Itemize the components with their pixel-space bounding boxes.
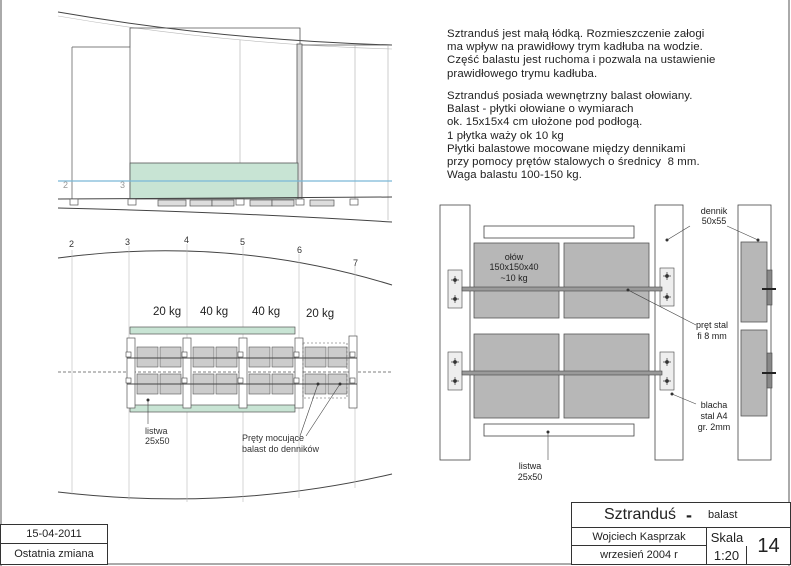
weight-label: 40 kg bbox=[252, 306, 281, 318]
detail-dennik-left bbox=[440, 205, 470, 460]
description-line: przy pomocy prętów stalowych o średnicy 8 mm. bbox=[447, 156, 700, 169]
drawing-date: wrzesień 2004 r bbox=[572, 546, 707, 564]
title-subtitle: balast bbox=[708, 509, 738, 521]
blacha-label: blacha bbox=[700, 400, 728, 410]
revision-date: 15-04-2011 bbox=[1, 525, 107, 544]
plan-frame-number: 6 bbox=[297, 245, 303, 255]
plan-listwa-label: listwa bbox=[145, 426, 168, 436]
blacha-label: stal A4 bbox=[700, 411, 728, 421]
author: Wojciech Kasprzak bbox=[572, 528, 707, 546]
keel-line bbox=[58, 208, 392, 222]
description-line: Część balastu jest ruchoma i pozwala na ustawienie bbox=[447, 54, 716, 67]
description-line: ma wpływ na prawidłowy trym kadłuba na wodzie. bbox=[447, 41, 703, 54]
plan-listwa-top bbox=[130, 327, 295, 334]
sheet-number: 14 bbox=[757, 534, 780, 557]
olow-label: ~10 kg bbox=[500, 273, 528, 283]
description-paragraph-2 bbox=[447, 90, 700, 182]
detail-listwa-label: 25x50 bbox=[517, 472, 543, 482]
side-view bbox=[58, 12, 392, 222]
description-line: 1 płytka waży ok 10 kg bbox=[447, 129, 564, 142]
detail-listwa-bottom bbox=[484, 424, 634, 436]
title-block bbox=[571, 502, 791, 565]
olow-label: 150x150x40 bbox=[489, 262, 539, 272]
dennik-label: 50x55 bbox=[701, 216, 727, 226]
plan-listwa-label: 25x50 bbox=[145, 436, 170, 446]
scale-label: Skala bbox=[710, 529, 744, 545]
detail-dennik-right bbox=[655, 205, 683, 460]
ballast-detail bbox=[440, 205, 776, 482]
sheer-line bbox=[58, 12, 392, 45]
plan-frame-number: 4 bbox=[184, 235, 190, 245]
description-line: prawidłowego trymu kadłuba. bbox=[447, 67, 598, 80]
plan-frame-number: 2 bbox=[69, 239, 75, 249]
scale-value: 1:20 bbox=[707, 546, 747, 564]
description-line: Sztranduś jest małą łódką. Rozmieszczenie załogi bbox=[447, 28, 705, 40]
description-line: Waga balastu 100-150 kg. bbox=[447, 169, 582, 182]
description-line: Płytki balastowe mocowane między dennikami bbox=[447, 142, 686, 155]
title-row bbox=[572, 503, 790, 528]
plan-hull-bottom bbox=[58, 474, 392, 499]
pret-label: fi 8 mm bbox=[697, 331, 727, 341]
weight-label: 20 kg bbox=[306, 308, 335, 320]
description-line: Balast - płytki ołowiane o wymiarach bbox=[447, 103, 634, 116]
title-text: Sztranduś bbox=[604, 506, 677, 523]
title-dash: - bbox=[686, 504, 693, 525]
detail-lead-plate bbox=[564, 243, 649, 318]
dennik-label: dennik bbox=[700, 206, 728, 216]
weight-label: 40 kg bbox=[200, 306, 229, 318]
side-frame-number: 3 bbox=[120, 180, 126, 190]
side-frame-number: 2 bbox=[63, 180, 69, 190]
revision-box bbox=[0, 524, 108, 565]
plan-frame-number: 3 bbox=[125, 237, 131, 247]
olow-label: ołów bbox=[504, 252, 524, 262]
plan-frame-number: 5 bbox=[240, 237, 246, 247]
plan-frame-number: 7 bbox=[353, 258, 359, 268]
weight-label: 20 kg bbox=[153, 306, 182, 318]
detail-lead-plate bbox=[564, 334, 649, 418]
description-line: ok. 15x15x4 cm ułożone pod podłogą. bbox=[447, 116, 643, 129]
detail-rod bbox=[462, 287, 662, 291]
plan-prety-label: balast do denników bbox=[242, 444, 320, 454]
plan-prety-label: Pręty mocujące bbox=[242, 433, 305, 443]
plan-view bbox=[58, 235, 392, 502]
plan-hull-top bbox=[58, 251, 392, 285]
detail-listwa-label: listwa bbox=[518, 461, 542, 471]
description-paragraph-1 bbox=[447, 28, 715, 81]
detail-rod bbox=[462, 371, 662, 375]
blacha-label: gr. 2mm bbox=[697, 422, 731, 432]
description-line: Sztranduś posiada wewnętrzny balast ołowiany. bbox=[447, 90, 693, 102]
revision-label: Ostatnia zmiana bbox=[14, 548, 94, 560]
detail-listwa-top bbox=[484, 226, 634, 238]
detail-lead-plate bbox=[474, 334, 559, 418]
plan-listwa-bottom bbox=[130, 405, 295, 412]
pret-label: pręt stal bbox=[695, 320, 729, 330]
